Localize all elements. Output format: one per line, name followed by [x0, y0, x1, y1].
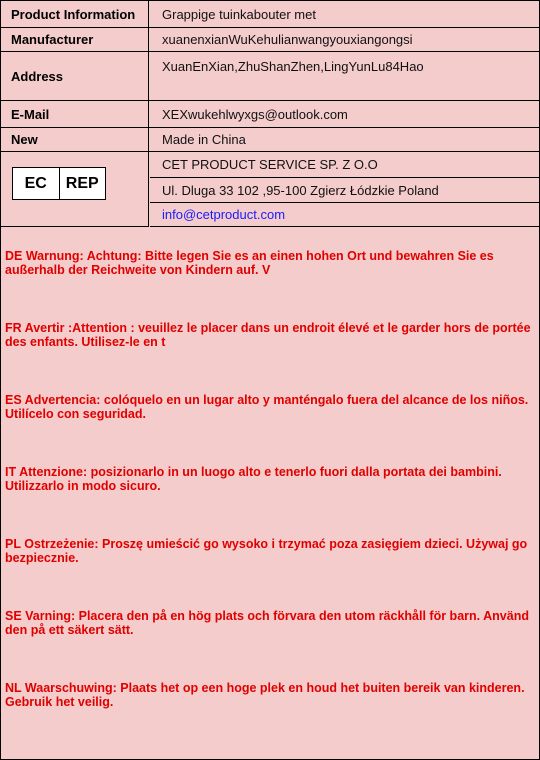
row-new: [1, 128, 539, 152]
value-email: XEXwukehlwyxgs@outlook.com: [162, 106, 348, 122]
row-email: [1, 101, 539, 128]
row-address: [1, 52, 539, 101]
label-product-information: Product Information: [1, 1, 149, 27]
ec-rep-address: Ul. Dluga 33 102 ,95-100 Zgierz Łódzkie Poland: [150, 178, 539, 203]
value-address: XuanEnXian,ZhuShanZhen,LingYunLu84Hao: [162, 59, 424, 74]
label-email: E-Mail: [1, 101, 149, 127]
ec-rep-company: CET PRODUCT SERVICE SP. Z O.O: [150, 152, 539, 178]
ec-rep-email-row: [150, 203, 539, 227]
warning-se: SE Varning: Placera den på en hög plats och förvara den utom räckhåll för barn. Använd den på ett säkert sätt.: [5, 609, 529, 637]
value-manufacturer: xuanenxianWuKehulianwangyouxiangongsi: [162, 32, 413, 47]
ec-rep-badge: [12, 167, 106, 200]
row-product-information: [1, 1, 539, 28]
ec-badge-left: EC: [24, 174, 47, 192]
warning-it: IT Attenzione: posizionarlo in un luogo alto e tenerlo fuori dalla portata dei bambini. Utilizzarlo in modo sicuro.: [5, 465, 502, 493]
row-manufacturer: [1, 28, 539, 52]
label-new: New: [1, 128, 149, 151]
warning-es: ES Advertencia: colóquelo en un lugar alto y manténgalo fuera del alcance de los niños. Utilícelo con seguridad.: [5, 393, 529, 421]
warning-pl: PL Ostrzeżenie: Proszę umieścić go wysoko i trzymać poza zasięgiem dzieci. Używaj go bezpiecznie.: [5, 537, 528, 565]
ec-badge-right: REP: [59, 168, 106, 199]
label-manufacturer: Manufacturer: [1, 28, 149, 51]
warning-fr: FR Avertir :Attention : veuillez le placer dans un endroit élevé et le garder hors de portée des enfants. Utilisez-le en t: [5, 321, 531, 349]
value-product-information: Grappige tuinkabouter met: [162, 6, 316, 22]
warning-nl: NL Waarschuwing: Plaats het op een hoge plek en houd het buiten bereik van kinderen. Gebruik het veilig.: [5, 681, 525, 709]
ec-rep-email-link[interactable]: info@cetproduct.com: [162, 207, 286, 222]
warning-de: DE Warnung: Achtung: Bitte legen Sie es an einen hohen Ort und bewahren Sie es außerhalb der Reichweite von Kindern auf. V: [5, 249, 494, 277]
value-new: Made in China: [162, 132, 246, 147]
label-address: Address: [1, 52, 149, 100]
ec-rep-block: [1, 152, 149, 227]
